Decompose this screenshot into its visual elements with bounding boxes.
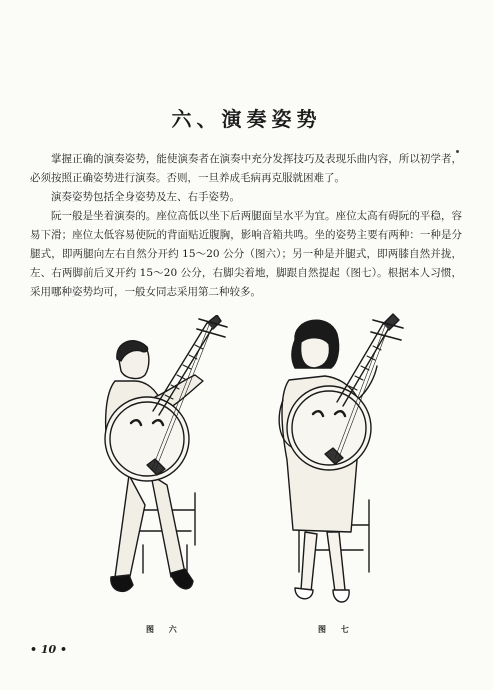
figure-caption: 图 七 xyxy=(318,625,355,634)
paragraph: 阮一般是坐着演奏的。座位高低以坐下后两腿面呈水平为宜。座位太高有碍阮的平稳，容易下滑；座位太低容易使阮的背面贴近腹胸，影响音箱共鸣。坐的姿势主要有两种：一种是分腿式，即两腿向左右自然分开约 15～20 公分（图六）；另一种是并腿式，即两膝自然并拢，左、右两脚前后叉开约 15～20 公分，右脚尖着地，脚跟自然提起（图七）。根据本人习惯，采用哪种姿势均可，一般女同志采用第二种较多。 xyxy=(30,210,462,298)
paragraph: 掌握正确的演奏姿势，能使演奏者在演奏中充分发挥技巧及表现乐曲内容，所以初学者，必须按照正确姿势进行演奏。否则，一旦养成毛病再克服就困难了。 xyxy=(30,153,462,184)
paragraph: 演奏姿势包括全身姿势及左、右手姿势。 xyxy=(51,191,240,203)
man-playing-ruan-illustration xyxy=(95,315,235,620)
woman-playing-ruan-illustration xyxy=(265,310,405,620)
figure-caption: 图 六 xyxy=(146,625,183,634)
section-title: 六、演奏姿势 xyxy=(171,107,322,131)
page-number: • 10 • xyxy=(30,643,68,656)
body-text xyxy=(30,150,462,302)
